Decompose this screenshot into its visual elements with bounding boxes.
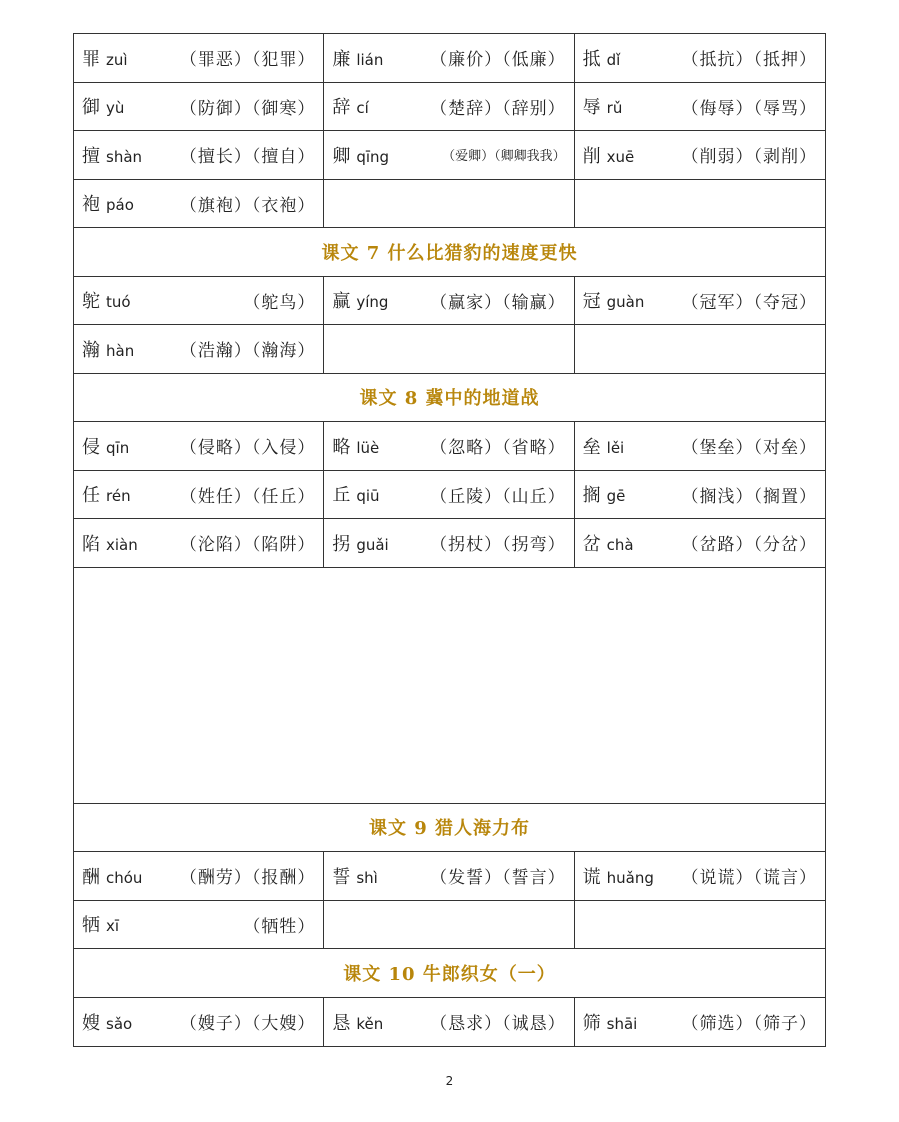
vocab-cell: [324, 519, 574, 567]
example-words: （搁浅）（搁置）: [681, 486, 817, 507]
table-row: [74, 83, 825, 132]
example-words: （酬劳）（报酬）: [179, 868, 316, 889]
page-number: 2: [445, 1074, 454, 1088]
pinyin: gē: [606, 487, 626, 506]
vocab-cell: [74, 852, 324, 900]
table-row: [74, 471, 825, 520]
vocab-cell: [324, 277, 574, 325]
character: 冠: [582, 291, 601, 313]
vocab-cell: [575, 519, 825, 567]
character: 任: [82, 485, 100, 507]
vocab-cell: [575, 83, 825, 131]
example-words: （鸵鸟）: [243, 292, 316, 313]
example-words: （发誓）（誓言）: [430, 868, 566, 889]
character: 御: [82, 97, 100, 119]
pinyin: shì: [356, 868, 378, 887]
empty-cell: [575, 180, 825, 228]
vocab-cell: [575, 131, 825, 179]
example-words: （冠军）（夺冠）: [681, 292, 817, 313]
pinyin: shāi: [606, 1014, 638, 1033]
vocab-cell: [324, 83, 574, 131]
example-words: （牺牲）: [243, 916, 316, 937]
vocab-cell: [575, 422, 825, 470]
character: 丘: [332, 485, 351, 507]
vocab-cell: [74, 471, 324, 519]
character: 侵: [82, 436, 100, 458]
example-words: （忽略）（省略）: [430, 438, 566, 459]
character: 辱: [582, 97, 601, 119]
pinyin: hàn: [106, 341, 135, 360]
character: 搁: [582, 485, 601, 507]
table-row: [74, 180, 825, 229]
example-words: （旗袍）（衣袍）: [179, 195, 316, 216]
empty-cell: [324, 180, 574, 228]
lesson-heading: 课文 9 猎人海力布: [74, 804, 825, 853]
character: 嫂: [82, 1012, 100, 1034]
table-row: [74, 131, 825, 180]
pinyin: xī: [106, 917, 120, 936]
pinyin: qīng: [356, 147, 390, 166]
lesson-heading: 课文 8 冀中的地道战: [74, 374, 825, 423]
pinyin: chà: [606, 535, 634, 554]
example-words: （削弱）（剥削）: [681, 147, 817, 168]
example-words: （岔路）（分岔）: [681, 535, 817, 556]
character: 牺: [82, 915, 100, 937]
example-words: （恳求）（诚恳）: [430, 1014, 566, 1035]
vocab-cell: [74, 519, 324, 567]
table-row: [74, 34, 825, 83]
empty-cell: [575, 325, 825, 373]
vocab-table: [73, 33, 826, 1047]
example-words: （楚辞）（辞别）: [430, 98, 566, 119]
vocab-cell: [575, 34, 825, 82]
table-row: [74, 277, 825, 326]
character: 廉: [332, 48, 351, 70]
pinyin: tuó: [106, 293, 131, 312]
pinyin: páo: [106, 196, 134, 215]
character: 卿: [332, 145, 351, 167]
pinyin: yù: [106, 99, 125, 118]
empty-cell: [324, 325, 574, 373]
vocab-cell: [575, 471, 825, 519]
character: 略: [332, 436, 351, 458]
pinyin: guǎi: [356, 535, 389, 554]
example-words: （姓任）（任丘）: [179, 486, 316, 507]
character: 拐: [332, 533, 351, 555]
pinyin: qīn: [106, 438, 130, 457]
example-words: （廉价）（低廉）: [430, 50, 566, 71]
pinyin: rǔ: [606, 99, 623, 118]
vocab-cell: [575, 998, 825, 1047]
vocab-cell: [575, 852, 825, 900]
example-words: （嫂子）（大嫂）: [179, 1014, 316, 1035]
example-words: （罪恶）（犯罪）: [179, 50, 316, 71]
character: 誓: [332, 866, 351, 888]
table-row: [74, 519, 825, 568]
lesson-heading: 课文 10 牛郎织女（一）: [74, 949, 825, 998]
table-row: [74, 422, 825, 471]
example-words: （说谎）（谎言）: [681, 868, 817, 889]
pinyin: sǎo: [106, 1014, 133, 1033]
character: 瀚: [82, 339, 100, 361]
example-words: （沦陷）（陷阱）: [179, 535, 316, 556]
pinyin: xiàn: [106, 535, 138, 554]
table-row: [74, 325, 825, 374]
character: 擅: [82, 145, 100, 167]
table-row: [74, 901, 825, 950]
pinyin: lián: [356, 50, 384, 69]
vocab-cell: [74, 83, 324, 131]
pinyin: huǎng: [606, 868, 654, 887]
pinyin: zuì: [106, 50, 128, 69]
lesson-heading: 课文 7 什么比猎豹的速度更快: [74, 228, 825, 277]
pinyin: chóu: [106, 868, 143, 887]
example-words: （侵略）（入侵）: [179, 438, 316, 459]
vocab-cell: [324, 131, 574, 179]
example-words: （浩瀚）（瀚海）: [179, 341, 316, 362]
vocab-cell: [74, 901, 324, 949]
table-row: [74, 998, 825, 1047]
pinyin: cí: [356, 99, 369, 118]
empty-cell: [575, 901, 825, 949]
vocab-cell: [74, 180, 324, 228]
character: 筛: [582, 1012, 601, 1034]
blank-area: [74, 568, 825, 804]
example-words: （堡垒）（对垒）: [681, 438, 817, 459]
example-words: （丘陵）（山丘）: [430, 486, 566, 507]
example-words: （擅长）（擅自）: [179, 147, 316, 168]
vocab-cell: [324, 34, 574, 82]
empty-cell: [324, 901, 574, 949]
character: 罪: [82, 48, 100, 70]
character: 谎: [582, 866, 601, 888]
example-words: （爱卿）（卿卿我我）: [442, 149, 566, 165]
pinyin: lüè: [356, 438, 380, 457]
table-row: [74, 852, 825, 901]
vocab-cell: [74, 422, 324, 470]
example-words: （赢家）（输赢）: [430, 292, 566, 313]
example-words: （防御）（御寒）: [179, 98, 316, 119]
pinyin: qiū: [356, 487, 380, 506]
character: 鸵: [82, 291, 100, 313]
pinyin: shàn: [106, 147, 143, 166]
character: 酬: [82, 866, 100, 888]
pinyin: xuē: [606, 147, 635, 166]
example-words: （拐杖）（拐弯）: [430, 535, 566, 556]
example-words: （侮辱）（辱骂）: [681, 98, 817, 119]
example-words: （筛选）（筛子）: [681, 1014, 817, 1035]
vocab-cell: [575, 277, 825, 325]
pinyin: yíng: [356, 293, 389, 312]
vocab-cell: [74, 277, 324, 325]
pinyin: kěn: [356, 1014, 384, 1033]
vocab-cell: [74, 325, 324, 373]
vocab-cell: [324, 471, 574, 519]
character: 袍: [82, 194, 100, 216]
character: 辞: [332, 97, 351, 119]
character: 抵: [582, 48, 601, 70]
character: 岔: [582, 533, 601, 555]
pinyin: rén: [106, 487, 131, 506]
character: 陷: [82, 533, 100, 555]
vocab-cell: [74, 131, 324, 179]
vocab-cell: [74, 34, 324, 82]
character: 削: [582, 145, 601, 167]
vocab-cell: [324, 852, 574, 900]
pinyin: dǐ: [606, 50, 621, 69]
vocab-cell: [324, 422, 574, 470]
character: 赢: [332, 291, 351, 313]
vocab-cell: [74, 998, 324, 1047]
vocab-cell: [324, 998, 574, 1047]
pinyin: lěi: [606, 438, 625, 457]
character: 垒: [582, 436, 601, 458]
example-words: （抵抗）（抵押）: [681, 50, 817, 71]
character: 恳: [332, 1012, 351, 1034]
pinyin: guàn: [606, 293, 645, 312]
